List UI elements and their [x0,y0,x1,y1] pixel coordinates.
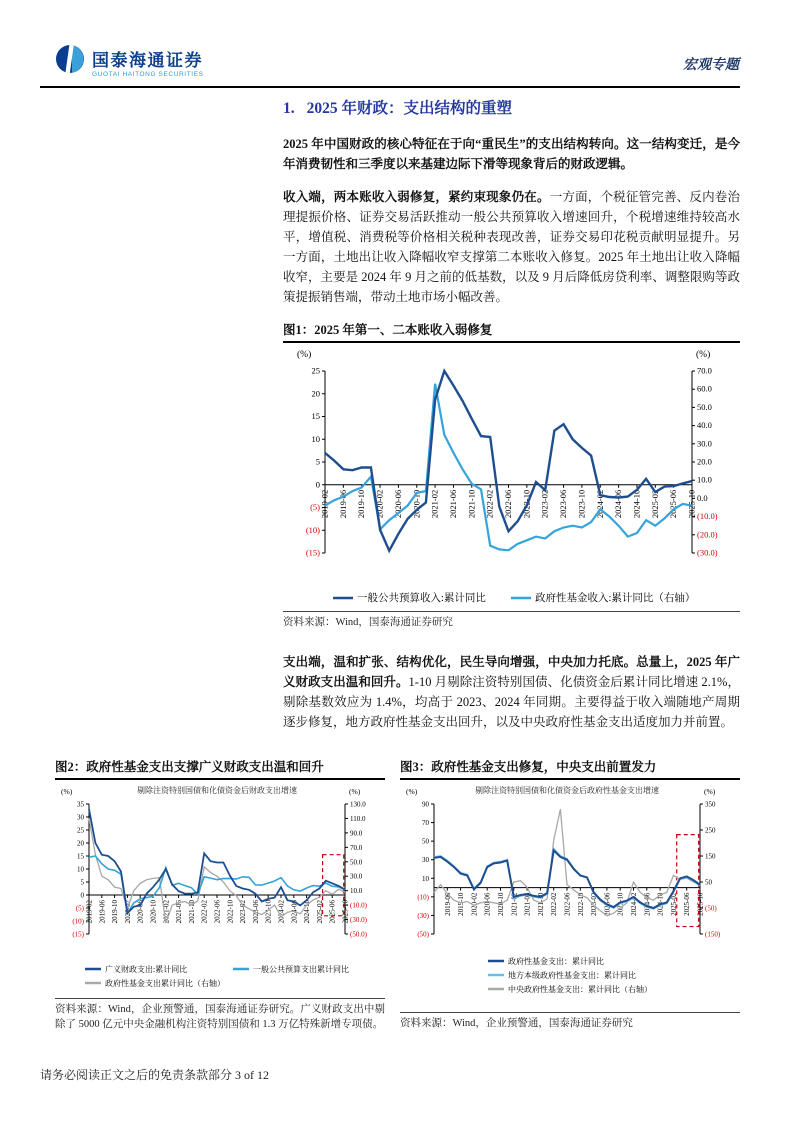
svg-text:(30.0): (30.0) [350,916,367,925]
svg-text:2019-02: 2019-02 [319,489,330,519]
svg-text:2019-06: 2019-06 [443,892,452,916]
svg-text:20: 20 [311,388,320,399]
svg-text:(50): (50) [705,904,717,913]
svg-text:2021-02: 2021-02 [429,489,440,519]
svg-text:2023-06: 2023-06 [558,489,569,519]
svg-text:2023-02: 2023-02 [239,900,248,924]
svg-text:10.0: 10.0 [350,887,363,896]
svg-text:2020-06: 2020-06 [136,900,145,924]
figure-3 [400,757,740,1032]
svg-text:10: 10 [311,433,320,444]
svg-text:2021-06: 2021-06 [523,892,532,916]
svg-text:15: 15 [77,852,84,861]
brand [55,44,204,79]
svg-text:2024-10: 2024-10 [631,489,642,519]
svg-text:60.0: 60.0 [697,383,712,394]
figure-1 [283,320,740,630]
svg-text:2021-10: 2021-10 [187,900,196,924]
svg-text:2023-06: 2023-06 [603,892,612,916]
svg-text:2021-10: 2021-10 [466,489,477,519]
svg-text:2021-06: 2021-06 [175,900,184,924]
section-title [283,96,740,118]
svg-text:2023-10: 2023-10 [264,900,273,924]
svg-text:2023-02: 2023-02 [539,489,550,519]
figure-row [55,757,740,1032]
svg-text:2025-06: 2025-06 [668,489,679,519]
svg-text:50.0: 50.0 [697,401,712,412]
svg-text:2020-06: 2020-06 [392,489,403,519]
svg-text:(%): (%) [297,350,312,360]
svg-text:2024-02: 2024-02 [630,892,638,916]
svg-text:2022-10: 2022-10 [576,892,585,916]
svg-text:一般公共预算支出累计同比: 一般公共预算支出累计同比 [253,965,349,974]
svg-text:剔除注资特别国债和化债资金后财政支出增速: 剔除注资特别国债和化债资金后财政支出增速 [137,786,297,795]
svg-text:2021-02: 2021-02 [510,892,519,916]
svg-text:2020-02: 2020-02 [374,489,385,519]
svg-text:2024-06: 2024-06 [613,489,624,519]
svg-text:2020-10: 2020-10 [497,892,505,916]
svg-text:(10): (10) [417,893,429,902]
svg-text:2020-06: 2020-06 [483,892,492,916]
svg-text:130.0: 130.0 [350,800,366,809]
svg-text:2025-02: 2025-02 [649,489,660,519]
svg-text:政府性基金收入:累计同比（右轴）: 政府性基金收入:累计同比（右轴） [535,593,696,604]
svg-text:30: 30 [77,813,84,822]
svg-text:15: 15 [311,411,320,421]
figure-3-source: 资料来源：Wind，企业预警通，国泰海通证券研究 [400,1012,740,1031]
svg-text:2024-06: 2024-06 [643,892,652,916]
figure-3-chart [400,782,740,1012]
svg-text:2020-02: 2020-02 [123,900,132,924]
svg-text:2022-02: 2022-02 [550,892,559,916]
svg-text:(10.0): (10.0) [350,901,367,910]
svg-text:25: 25 [77,826,84,835]
svg-text:250: 250 [705,826,716,835]
svg-text:90.0: 90.0 [350,829,363,838]
svg-text:10.0: 10.0 [697,474,712,485]
footer-disclaimer: 请务必阅读正文之后的免责条款部分 3 of 12 [40,1068,269,1082]
svg-text:2019-10: 2019-10 [111,900,120,924]
svg-text:30.0: 30.0 [350,872,363,881]
svg-text:2024-10: 2024-10 [303,900,312,924]
svg-text:350: 350 [705,800,716,809]
svg-text:2024-02: 2024-02 [594,489,605,519]
paragraph-2: 收入端，两本账收入弱修复，紧约束现象仍在。一方面，个税征管完善、反内卷治理提振价格、证券交易活跃推动一般公共预算收入增速回升，个税增速维持较高水平，增值税、消费税等价格相关税种表现改善，证券交易印花税贡献明显提升。另一方面，土地出让收入降幅收窄支撑第二本账收入修复。2025 年土地出让收入降幅收窄，主要是 2024 年 9 月之前的低基数，以及 9 月后降低房贷利率、调整限购等政策提振销售端，带动土地市场小幅改善。 [283,190,740,304]
svg-text:地方本级政府性基金支出：累计同比: 地方本级政府性基金支出：累计同比 [508,971,636,980]
header-rule [40,86,740,88]
svg-text:中央政府性基金支出：累计同比（右轴）: 中央政府性基金支出：累计同比（右轴） [508,985,652,994]
svg-text:2025-02: 2025-02 [315,900,324,924]
svg-text:5: 5 [80,878,84,887]
svg-text:2025-10: 2025-10 [686,489,697,519]
svg-text:5: 5 [315,456,320,467]
svg-text:(%): (%) [61,787,73,796]
svg-text:2019-02: 2019-02 [85,900,94,924]
svg-text:(15): (15) [305,547,320,558]
svg-text:2020-10: 2020-10 [149,900,158,924]
svg-text:(15): (15) [72,930,84,939]
svg-text:2022-06: 2022-06 [213,900,222,924]
svg-text:150: 150 [705,852,716,861]
svg-text:(10.0): (10.0) [697,511,718,522]
svg-text:20.0: 20.0 [697,456,712,467]
svg-text:40.0: 40.0 [697,420,712,431]
svg-text:35: 35 [77,800,84,809]
svg-text:25: 25 [311,365,320,376]
svg-text:政府性基金支出累计同比（右轴）: 政府性基金支出累计同比（右轴） [105,979,225,988]
svg-text:(%): (%) [406,787,418,796]
svg-text:30.0: 30.0 [697,438,712,449]
svg-text:2022-06: 2022-06 [563,892,572,916]
svg-text:(50.0): (50.0) [350,930,367,939]
svg-text:(5): (5) [310,502,320,512]
svg-text:50.0: 50.0 [350,858,363,867]
svg-text:90: 90 [422,800,429,809]
svg-text:10: 10 [422,874,429,883]
svg-text:70.0: 70.0 [350,843,363,852]
svg-text:2020-10: 2020-10 [411,489,422,519]
svg-text:一般公共预算收入:累计同比: 一般公共预算收入:累计同比 [357,593,486,604]
svg-text:20: 20 [77,839,84,848]
svg-text:(30): (30) [417,911,429,920]
svg-text:2022-02: 2022-02 [200,900,209,924]
svg-text:2025-10: 2025-10 [341,900,350,924]
svg-text:2025-10: 2025-10 [696,892,705,916]
svg-text:0: 0 [80,891,84,900]
main-column [283,96,740,745]
page-header [55,44,739,84]
report-type-label: 宏观专题 [683,58,739,73]
svg-text:30: 30 [422,856,429,865]
svg-text:(50): (50) [417,930,429,939]
svg-text:2019-06: 2019-06 [337,489,348,519]
svg-text:2024-02: 2024-02 [277,900,286,924]
svg-text:50: 50 [422,837,429,846]
figure-1-chart [283,345,740,611]
svg-text:(150): (150) [705,930,721,939]
svg-text:(%): (%) [704,787,716,796]
svg-text:2021-10: 2021-10 [536,892,545,916]
svg-text:70.0: 70.0 [697,365,712,376]
figure-1-source: 资料来源：Wind，国泰海通证券研究 [283,611,740,630]
figure-1-caption: 图1：2025 年第一、二本账收入弱修复 [283,320,740,343]
svg-text:(%): (%) [349,787,361,796]
svg-text:2022-10: 2022-10 [521,489,532,519]
svg-text:0: 0 [315,479,320,490]
figure-2-chart [55,782,385,998]
svg-text:2023-10: 2023-10 [576,489,587,519]
svg-text:2025-06: 2025-06 [683,892,692,916]
svg-text:(20.0): (20.0) [697,529,718,540]
paragraph-1: 2025 年中国财政的核心特征在于向“重民生”的支出结构转向。这一结构变迁，是今年消费韧性和三季度以来基建边际下滑等现象背后的财政逻辑。 [283,137,740,171]
figure-3-caption: 图3：政府性基金支出修复，中央支出前置发力 [400,757,740,780]
figure-2 [55,757,385,1032]
svg-text:2019-06: 2019-06 [98,900,107,924]
svg-text:0.0: 0.0 [697,492,708,503]
svg-text:剔除注资特别国债和化债资金后政府性基金支出增速: 剔除注资特别国债和化债资金后政府性基金支出增速 [475,786,659,795]
brand-name-cn: 国泰海通证券 [92,50,203,70]
svg-text:2022-02: 2022-02 [484,489,495,519]
svg-text:(%): (%) [696,350,711,360]
svg-text:2023-06: 2023-06 [251,900,260,924]
svg-text:2022-06: 2022-06 [503,489,513,519]
svg-text:2020-02: 2020-02 [470,892,479,916]
paragraph-3: 支出端，温和扩张、结构优化，民生导向增强，中央加力托底。总量上，2025 年广义财政支出温和回升。1-10 月剔除注资特别国债、化债资金后累计同比增速 2.1%，剔除基数效应为 1.4%，均高于 2023、2024 年同期。主要得益于收入端随地产周期逐步修复，地方政府性基金支出回升，以及中央政府性基金支出适度加力并前置。 [283,655,740,729]
figure-2-caption: 图2：政府性基金支出支撑广义财政支出温和回升 [55,757,385,780]
svg-text:110.0: 110.0 [350,814,366,823]
svg-text:2023-10: 2023-10 [616,892,625,916]
section-number: 1. [283,100,295,117]
svg-text:2024-06: 2024-06 [290,900,299,924]
svg-text:2021-02: 2021-02 [162,900,171,924]
svg-text:(5): (5) [75,904,84,913]
svg-text:2021-06: 2021-06 [447,489,458,519]
svg-text:10: 10 [77,865,84,874]
brand-name-en: GUOTAI HAITONG SECURITIES [92,70,204,78]
svg-text:(10): (10) [305,524,320,535]
brand-logo-icon [55,44,85,79]
svg-text:2025-02: 2025-02 [669,892,678,916]
svg-text:2025-06: 2025-06 [328,900,337,924]
svg-text:2023-02: 2023-02 [590,892,599,916]
section-title-text: 2025 年财政：支出结构的重塑 [306,100,513,117]
svg-text:2022-10: 2022-10 [226,900,235,924]
svg-text:2024-10: 2024-10 [656,892,665,916]
figure-2-source: 资料来源：Wind，企业预警通，国泰海通证券研究。广义财政支出中剔除了 5000 亿元中央金融机构注资特别国债和 1.3 万亿特殊新增专项债。 [55,998,385,1032]
svg-text:(10): (10) [72,917,84,926]
svg-text:(30.0): (30.0) [697,547,718,558]
svg-text:政府性基金支出：累计同比: 政府性基金支出：累计同比 [508,957,604,966]
svg-text:70: 70 [422,819,429,828]
svg-text:50: 50 [705,878,712,887]
svg-text:广义财政支出:累计同比: 广义财政支出:累计同比 [105,965,188,974]
svg-text:2019-10: 2019-10 [356,489,367,519]
svg-text:2019-10: 2019-10 [457,892,466,916]
